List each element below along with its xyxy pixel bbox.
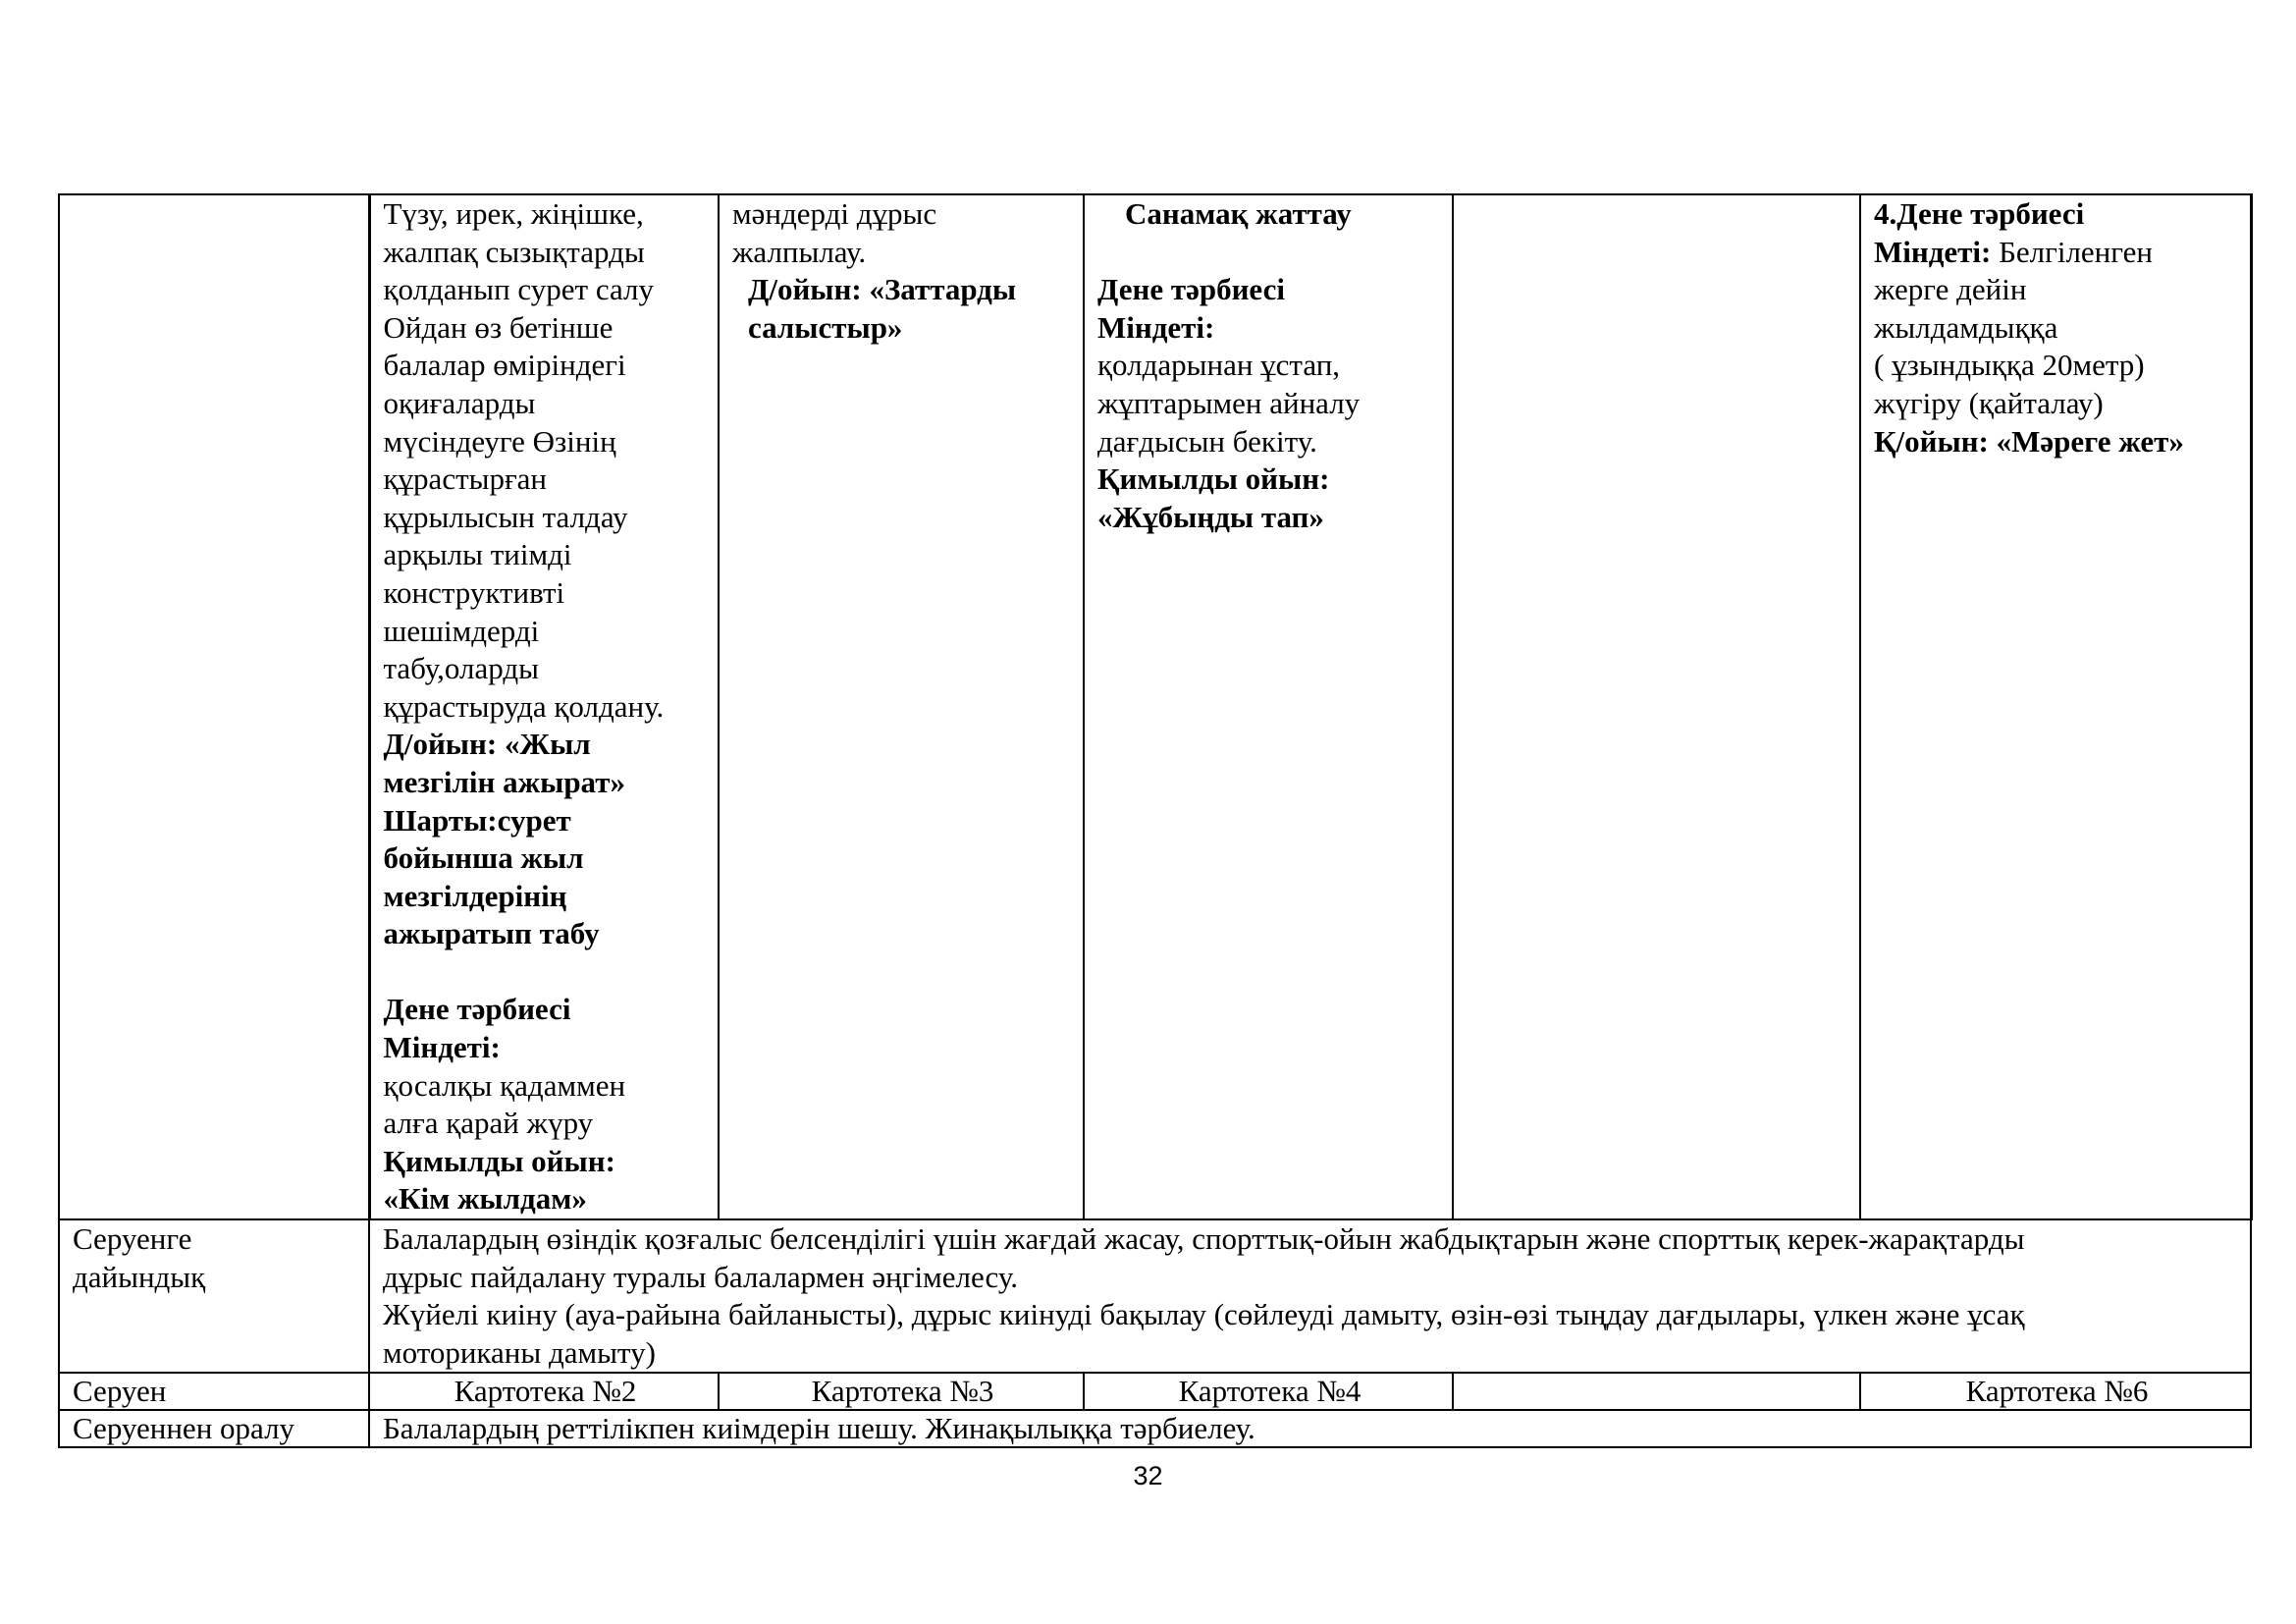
wednesday-activities-cell <box>1084 194 1453 1219</box>
walk-prep-line2: дұрыс пайдалану туралы балалармен әңгімелесу. <box>383 1259 1018 1294</box>
col1-line-20 <box>384 953 709 992</box>
return-row <box>59 1410 2251 1447</box>
col1-line-13: құрастыруда қолдану. <box>383 688 665 724</box>
col5-line-6: Қ/ойын: «Мәреге жет» <box>1874 423 2184 459</box>
friday-activities-cell <box>1860 194 2251 1219</box>
row-label-empty <box>59 194 369 1219</box>
col1-line-8: құрылысын талдау <box>383 499 628 534</box>
walk-prep-label-line1: Серуенге <box>73 1221 192 1257</box>
col1-line-3: Ойдан өз бетінше <box>383 309 614 345</box>
col1-line-11: шешімдерді <box>383 613 540 648</box>
col5-line-4: ( ұзындыққа 20метр) <box>1874 348 2145 383</box>
col2-line-0: мәндерді дұрыс <box>732 196 937 231</box>
activities-row <box>59 194 2251 1219</box>
col1-line-12: табу,оларды <box>383 651 539 686</box>
col1-line-22: Міндеті: <box>383 1030 501 1065</box>
walk-prep-line1: Балалардың өзіндік қозғалыс белсенділігі үшін жағдай жасау, спорттық-ойын жабдықтарын және спорттық керек-жарақтарды <box>383 1221 2025 1257</box>
walk-prep-row <box>59 1219 2251 1373</box>
col1-line-1: жалпақ сызықтарды <box>383 234 645 269</box>
col1-line-5: оқиғаларды <box>383 385 536 420</box>
walk-row <box>59 1373 2251 1410</box>
col3-line-7: Қимылды ойын: <box>1097 461 1330 497</box>
col1-line-24: алға қарай жүру <box>383 1106 594 1141</box>
col1-line-16: Шарты:сурет <box>383 802 571 838</box>
col1-line-4: балалар өміріндегі <box>383 348 626 383</box>
col5-line-1: Міндеті: Белгіленген <box>1874 234 2153 269</box>
walk-prep-line4: моториканы дамыту) <box>383 1334 656 1370</box>
col2-line-3: салыстыр» <box>748 309 903 345</box>
walk-label: Серуен <box>59 1373 369 1410</box>
walk-card-4 <box>1453 1373 1860 1410</box>
col5-line-0: 4.Дене тәрбиесі <box>1874 196 2085 231</box>
col1-line-9: арқылы тиімді <box>383 537 572 572</box>
col1-line-10: конструктивті <box>383 574 565 610</box>
col3-line-3: Міндеті: <box>1097 309 1215 345</box>
col1-line-21: Дене тәрбиесі <box>383 992 571 1027</box>
col3-line-6: дағдысын бекіту. <box>1097 423 1317 459</box>
col3-line-2: Дене тәрбиесі <box>1097 272 1285 307</box>
col3-line-4: қолдарынан ұстап, <box>1097 348 1341 383</box>
col3-line-1 <box>1097 234 1442 272</box>
walk-card-3: Картотека №4 <box>1084 1373 1453 1410</box>
walk-prep-label-line2: дайындық <box>73 1259 206 1294</box>
monday-activities-cell <box>369 194 719 1219</box>
walk-prep-label <box>59 1219 369 1373</box>
col3-line-0: Санамақ жаттау <box>1125 196 1352 231</box>
walk-card-1: Картотека №2 <box>369 1373 719 1410</box>
walk-card-5: Картотека №6 <box>1860 1373 2251 1410</box>
page-number: 32 <box>1133 1461 1163 1490</box>
thursday-activities-cell <box>1453 194 1860 1219</box>
col5-line-3: жылдамдыққа <box>1874 309 2058 345</box>
col5-line-5: жүгіру (қайталау) <box>1874 385 2104 420</box>
col3-line-8: «Жұбыңды тап» <box>1097 499 1324 534</box>
col2-line-2: Д/ойын: «Заттарды <box>748 272 1017 307</box>
col1-line-0: Түзу, ирек, жіңішке, <box>383 196 644 231</box>
col1-line-26: «Кім жылдам» <box>383 1181 587 1217</box>
walk-prep-text <box>369 1219 2251 1373</box>
col1-line-14: Д/ойын: «Жыл <box>383 727 591 762</box>
col3-line-5: жұптарымен айналу <box>1097 385 1361 420</box>
col1-line-6: мүсіндеуге Өзінің <box>383 423 616 459</box>
walk-prep-line3: Жүйелі киіну (ауа-райына байланысты), дұрыс киінуді бақылау (сөйлеуді дамыту, өзін-өзі тыңдау дағдылары, үлкен және ұсақ <box>383 1297 2025 1332</box>
weekly-plan-table <box>58 193 2253 1448</box>
col1-line-15: мезгілін ажырат» <box>383 764 625 799</box>
col1-line-19: ажыратып табу <box>383 916 600 951</box>
return-text: Балалардың реттілікпен киімдерін шешу. Жинақылыққа тәрбиелеу. <box>369 1410 2251 1447</box>
col1-line-2: қолданып сурет салу <box>383 272 654 307</box>
col1-line-25: Қимылды ойын: <box>383 1143 615 1178</box>
col1-line-23: қосалқы қадаммен <box>383 1067 626 1103</box>
tuesday-activities-cell <box>719 194 1084 1219</box>
col1-line-7: құрастырған <box>383 461 548 497</box>
col1-line-18: мезгілдерінің <box>383 878 567 913</box>
col1-line-17: бойынша жыл <box>383 840 584 876</box>
col5-line-2: жерге дейін <box>1874 272 2027 307</box>
return-label: Серуеннен оралу <box>59 1410 369 1447</box>
walk-card-2: Картотека №3 <box>719 1373 1084 1410</box>
col2-line-1: жалпылау. <box>732 234 867 269</box>
